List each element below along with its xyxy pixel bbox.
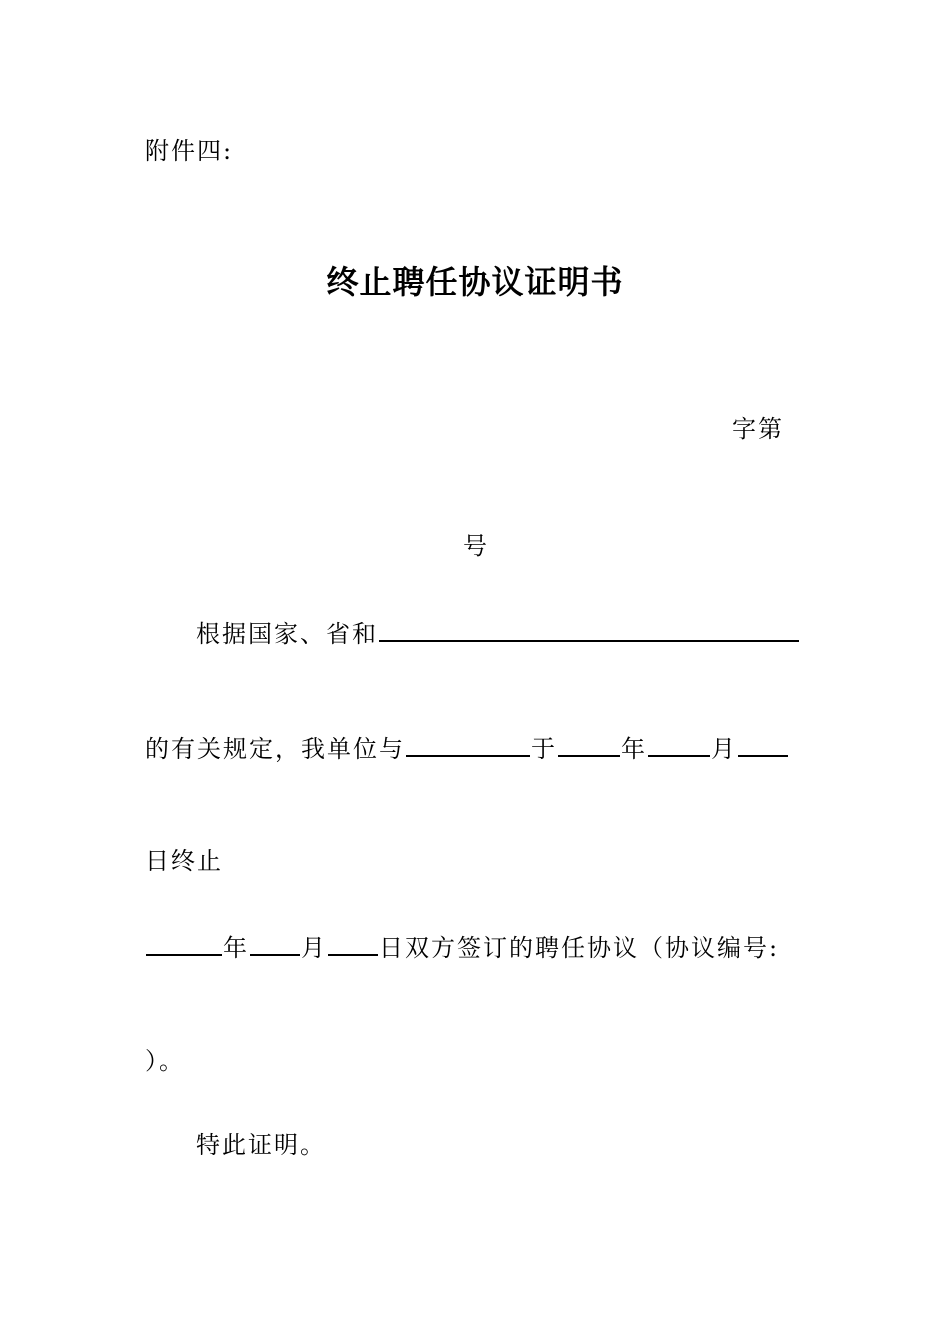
document-title: 终止聘任协议证明书	[326, 263, 624, 301]
para1-text: 根据国家、省和	[196, 620, 378, 648]
paragraph-line-3: 日终止	[145, 847, 223, 875]
blank-person-name	[406, 731, 530, 757]
para4-year-label: 年	[223, 934, 249, 962]
blank-end-month	[648, 731, 710, 757]
paragraph-line-2	[145, 731, 789, 764]
paragraph-line-1	[196, 616, 800, 649]
blank-regulation-source	[379, 616, 799, 642]
blank-sign-year	[146, 930, 222, 956]
para4-text: 日双方签订的聘任协议（协议编号:	[379, 934, 780, 962]
para2-text-a: 的有关规定，我单位与	[145, 735, 405, 763]
para2-month-label: 月	[711, 735, 737, 763]
attachment-label: 附件四:	[145, 137, 234, 165]
paragraph-line-4	[145, 930, 779, 963]
para2-year-label: 年	[621, 735, 647, 763]
blank-end-year	[558, 731, 620, 757]
reference-hao: 号	[463, 532, 489, 560]
blank-end-day	[738, 731, 788, 757]
reference-zi-di: 字第	[732, 415, 784, 443]
closing-statement: 特此证明。	[196, 1131, 326, 1159]
paragraph-line-5: ）。	[145, 1047, 185, 1075]
para4-month-label: 月	[301, 934, 327, 962]
blank-sign-day	[328, 930, 378, 956]
blank-sign-month	[250, 930, 300, 956]
para2-text-b: 于	[531, 735, 557, 763]
